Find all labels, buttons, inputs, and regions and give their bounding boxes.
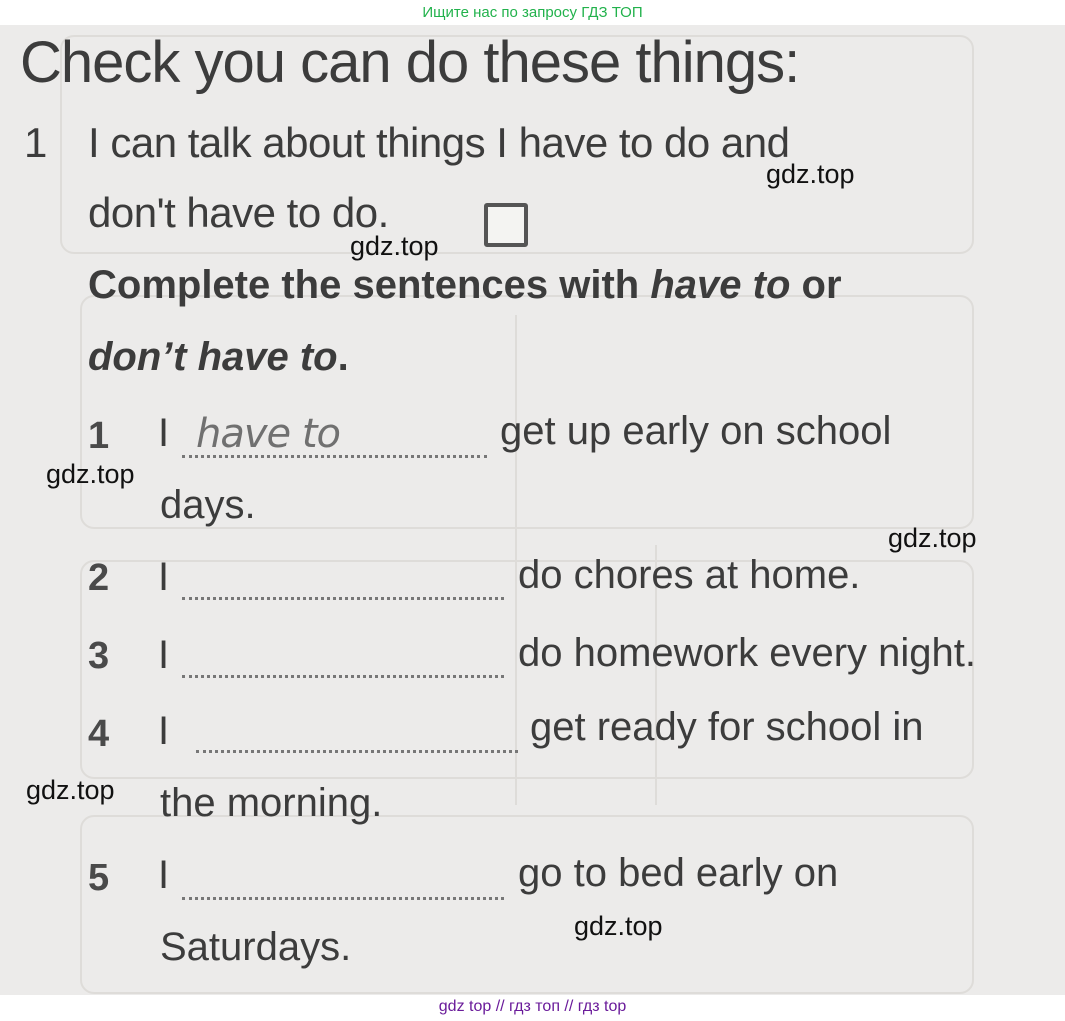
- watermark: gdz.top: [888, 523, 977, 553]
- can-do-line-2: don't have to do.: [88, 189, 389, 236]
- answer-blank-1[interactable]: [182, 455, 487, 458]
- sentence-pronoun: I: [158, 853, 170, 897]
- item-number: 1: [24, 119, 48, 166]
- sentence-pronoun: I: [158, 411, 170, 455]
- answer-blank-3[interactable]: [182, 675, 504, 678]
- answer-text: have to: [196, 411, 341, 457]
- sentence-text: do chores at home.: [518, 553, 861, 597]
- sentence-number: 5: [88, 857, 110, 899]
- sentence-text: go to bed early on: [518, 851, 839, 895]
- bleed-through-line: [515, 315, 517, 805]
- watermark: gdz.top: [350, 231, 439, 261]
- instruction-line-2: don’t have to.: [88, 335, 349, 379]
- sentence-number: 3: [88, 635, 110, 677]
- textbook-page: [0, 25, 1065, 995]
- sentence-pronoun: I: [158, 633, 170, 677]
- sentence-pronoun: I: [158, 555, 170, 599]
- sentence-text-continued: Saturdays.: [160, 925, 352, 969]
- sentence-text: do homework every night.: [518, 631, 977, 675]
- watermark: gdz.top: [574, 911, 663, 941]
- watermark: gdz.top: [766, 159, 855, 189]
- sentence-text-continued: days.: [160, 483, 256, 527]
- can-do-line-1: I can talk about things I have to do and: [88, 119, 790, 166]
- sentence-text-continued: the morning.: [160, 781, 383, 825]
- sentence-pronoun: I: [158, 709, 170, 753]
- self-check-checkbox[interactable]: [484, 203, 528, 247]
- top-banner: Ищите нас по запросу ГДЗ ТОП: [422, 4, 643, 21]
- watermark: gdz.top: [26, 775, 115, 805]
- bottom-banner: gdz top // гдз топ // гдз top: [438, 998, 627, 1015]
- watermark: gdz.top: [46, 459, 135, 489]
- answer-blank-4[interactable]: [196, 750, 518, 753]
- page-heading: Check you can do these things:: [20, 30, 800, 95]
- sentence-number: 4: [88, 713, 110, 755]
- instruction-line-1: Complete the sentences with have to or: [88, 263, 842, 307]
- sentence-number: 2: [88, 557, 110, 599]
- sentence-text: get up early on school: [500, 409, 892, 453]
- sentence-number: 1: [88, 415, 110, 457]
- answer-blank-2[interactable]: [182, 597, 504, 600]
- sentence-text: get ready for school in: [530, 705, 924, 749]
- answer-blank-5[interactable]: [182, 897, 504, 900]
